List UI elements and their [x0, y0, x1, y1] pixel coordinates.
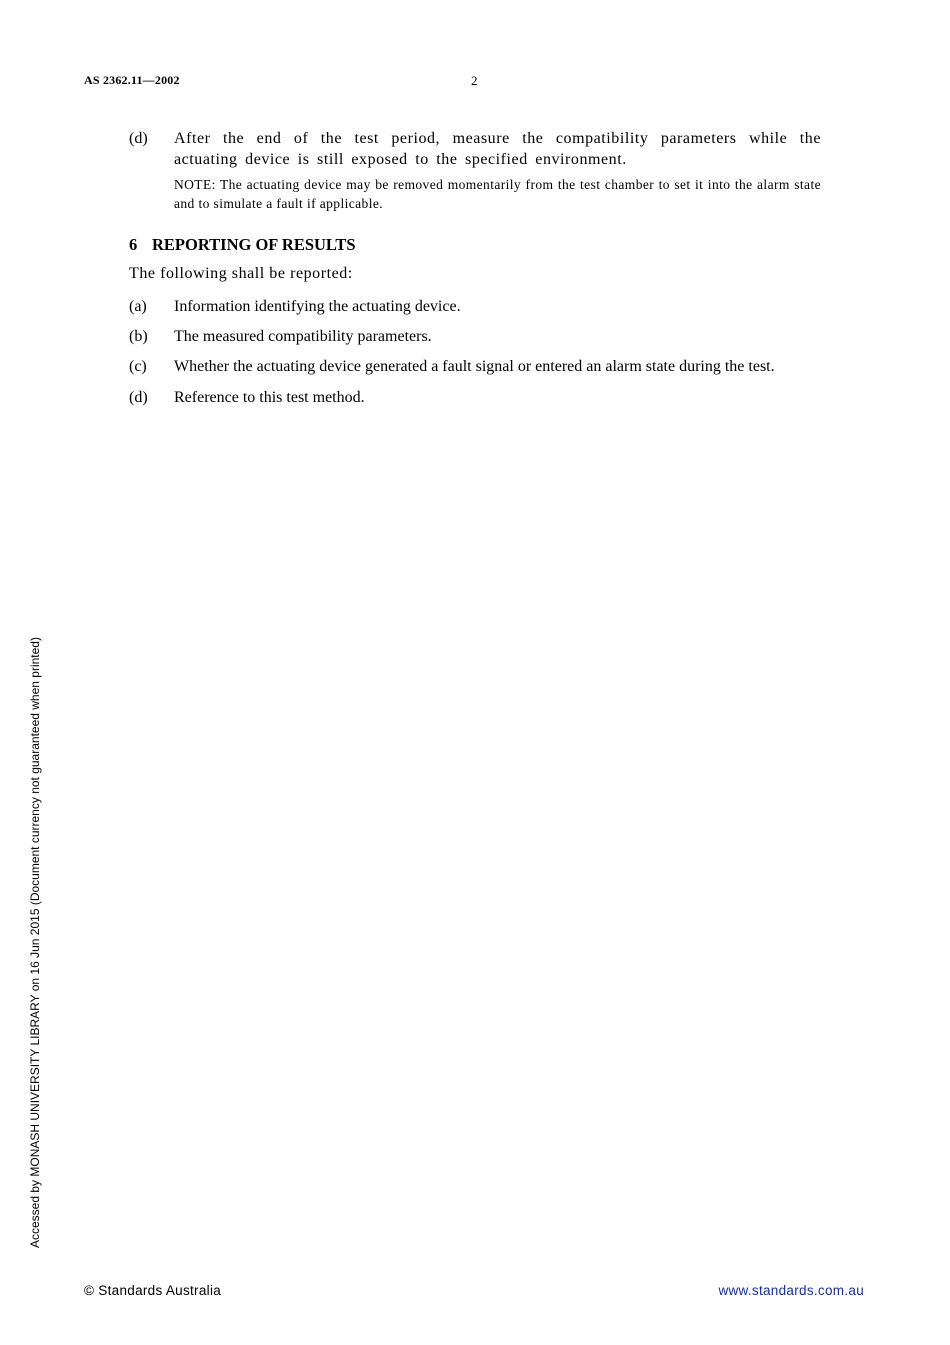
section-intro: The following shall be reported: [129, 265, 353, 282]
standard-number: AS 2362.11—2002 [84, 73, 180, 87]
list-item [129, 356, 829, 377]
list-item-text: The measured compatibility parameters. [174, 328, 432, 345]
section-number: 6 [129, 235, 138, 254]
list-marker: (a) [129, 298, 147, 315]
list-marker: (d) [129, 130, 148, 147]
list-item [129, 326, 821, 347]
list-marker: (b) [129, 328, 148, 345]
list-item [129, 387, 821, 408]
section-heading [129, 235, 356, 255]
list-marker: (c) [129, 358, 147, 375]
list-item [129, 296, 821, 317]
list-item-text: Whether the actuating device generated a fault signal or entered an alarm state during the test. [174, 358, 775, 375]
list-item-text: Reference to this test method. [174, 389, 365, 406]
copyright-notice: © Standards Australia [84, 1283, 222, 1298]
list-item-text: Information identifying the actuating device. [174, 298, 461, 315]
access-watermark: Accessed by MONASH UNIVERSITY LIBRARY on 16 Jun 2015 (Document currency not guaranteed when printed) [28, 637, 42, 1248]
section-title: REPORTING OF RESULTS [152, 235, 356, 254]
list-item-text: After the end of the test period, measure the compatibility parameters while the actuating device is still exposed to the specified environment. [174, 130, 821, 168]
procedure-note: NOTE: The actuating device may be removed momentarily from the test chamber to set it into the alarm state and to simulate a fault if applicable. [174, 177, 821, 211]
page-number: 2 [471, 73, 478, 88]
procedure-item-d [129, 128, 821, 170]
website-link[interactable]: www.standards.com.au [718, 1283, 864, 1298]
list-marker: (d) [129, 389, 148, 406]
